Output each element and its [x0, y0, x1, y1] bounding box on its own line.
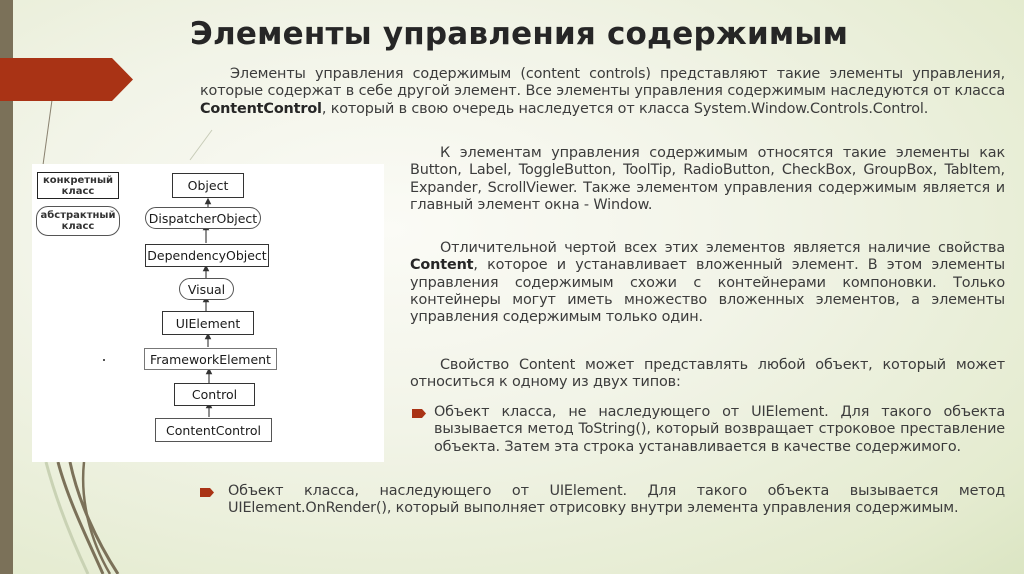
- legend-concrete-class: конкретный класс: [37, 172, 119, 199]
- title-accent-arrow: [0, 58, 133, 101]
- content-types-paragraph: Свойство Content может представлять любой объект, который может относиться к одному из двух типов:: [410, 357, 1005, 391]
- controls-list-paragraph: К элементам управления содержимым относятся такие элементы как Button, Label, ToggleButton, ToolTip, RadioButton, CheckBox, GroupBox, TabItem, Expander, ScrollViewer. Также элементом управления содержимым является и главный элемент окна - Window.: [410, 145, 1005, 213]
- arrow-bullet-icon: [412, 409, 426, 418]
- node-dependencyobject: DependencyObject: [145, 244, 269, 267]
- node-contentcontrol: ContentControl: [155, 418, 272, 442]
- intro-paragraph: Элементы управления содержимым (content controls) представляют такие элементы управления, которые содержат в себе другой элемент. Все элементы управления содержимым наследуются от класса ContentControl, который в свою очередь наследуется от класса System.Window.Controls.Control.: [200, 66, 1005, 117]
- property-name-content: Content: [410, 257, 474, 274]
- bullet-non-uielement: Объект класса, не наследующего от UIElement. Для такого объекта вызывается метод ToString(), который возвращает строковое преставление объекта. Затем эта строка устанавливается в качестве содержимого.: [434, 404, 1005, 455]
- node-frameworkelement: FrameworkElement: [144, 348, 277, 370]
- slide-title: Элементы управления содержимым: [190, 16, 849, 52]
- legend-abstract-class: абстрактный класс: [36, 206, 120, 236]
- bullet-uielement: Объект класса, наследующего от UIElement. Для такого объекта вызывается метод UIElement.OnRender(), который выполняет отрисовку внутри элемента управления содержимым.: [228, 483, 1005, 517]
- arrow-bullet-icon: [200, 488, 214, 497]
- node-visual: Visual: [179, 278, 234, 300]
- content-property-paragraph: Отличительной чертой всех этих элементов является наличие свойства Content, которое и устанавливает вложенный элемент. В этом элементы управления содержимым схожи с контейнерами компоновки. Только контейнеры могут иметь множество вложенных элементов, а элементы управления содержимым только один.: [410, 240, 1005, 326]
- node-uielement: UIElement: [162, 311, 254, 335]
- node-dispatcherobject: DispatcherObject: [145, 207, 261, 229]
- stray-dot: [103, 359, 105, 361]
- node-object: Object: [172, 173, 244, 198]
- class-hierarchy-diagram: [32, 164, 384, 462]
- node-control: Control: [174, 383, 255, 406]
- class-name-contentcontrol: ContentControl: [200, 100, 322, 117]
